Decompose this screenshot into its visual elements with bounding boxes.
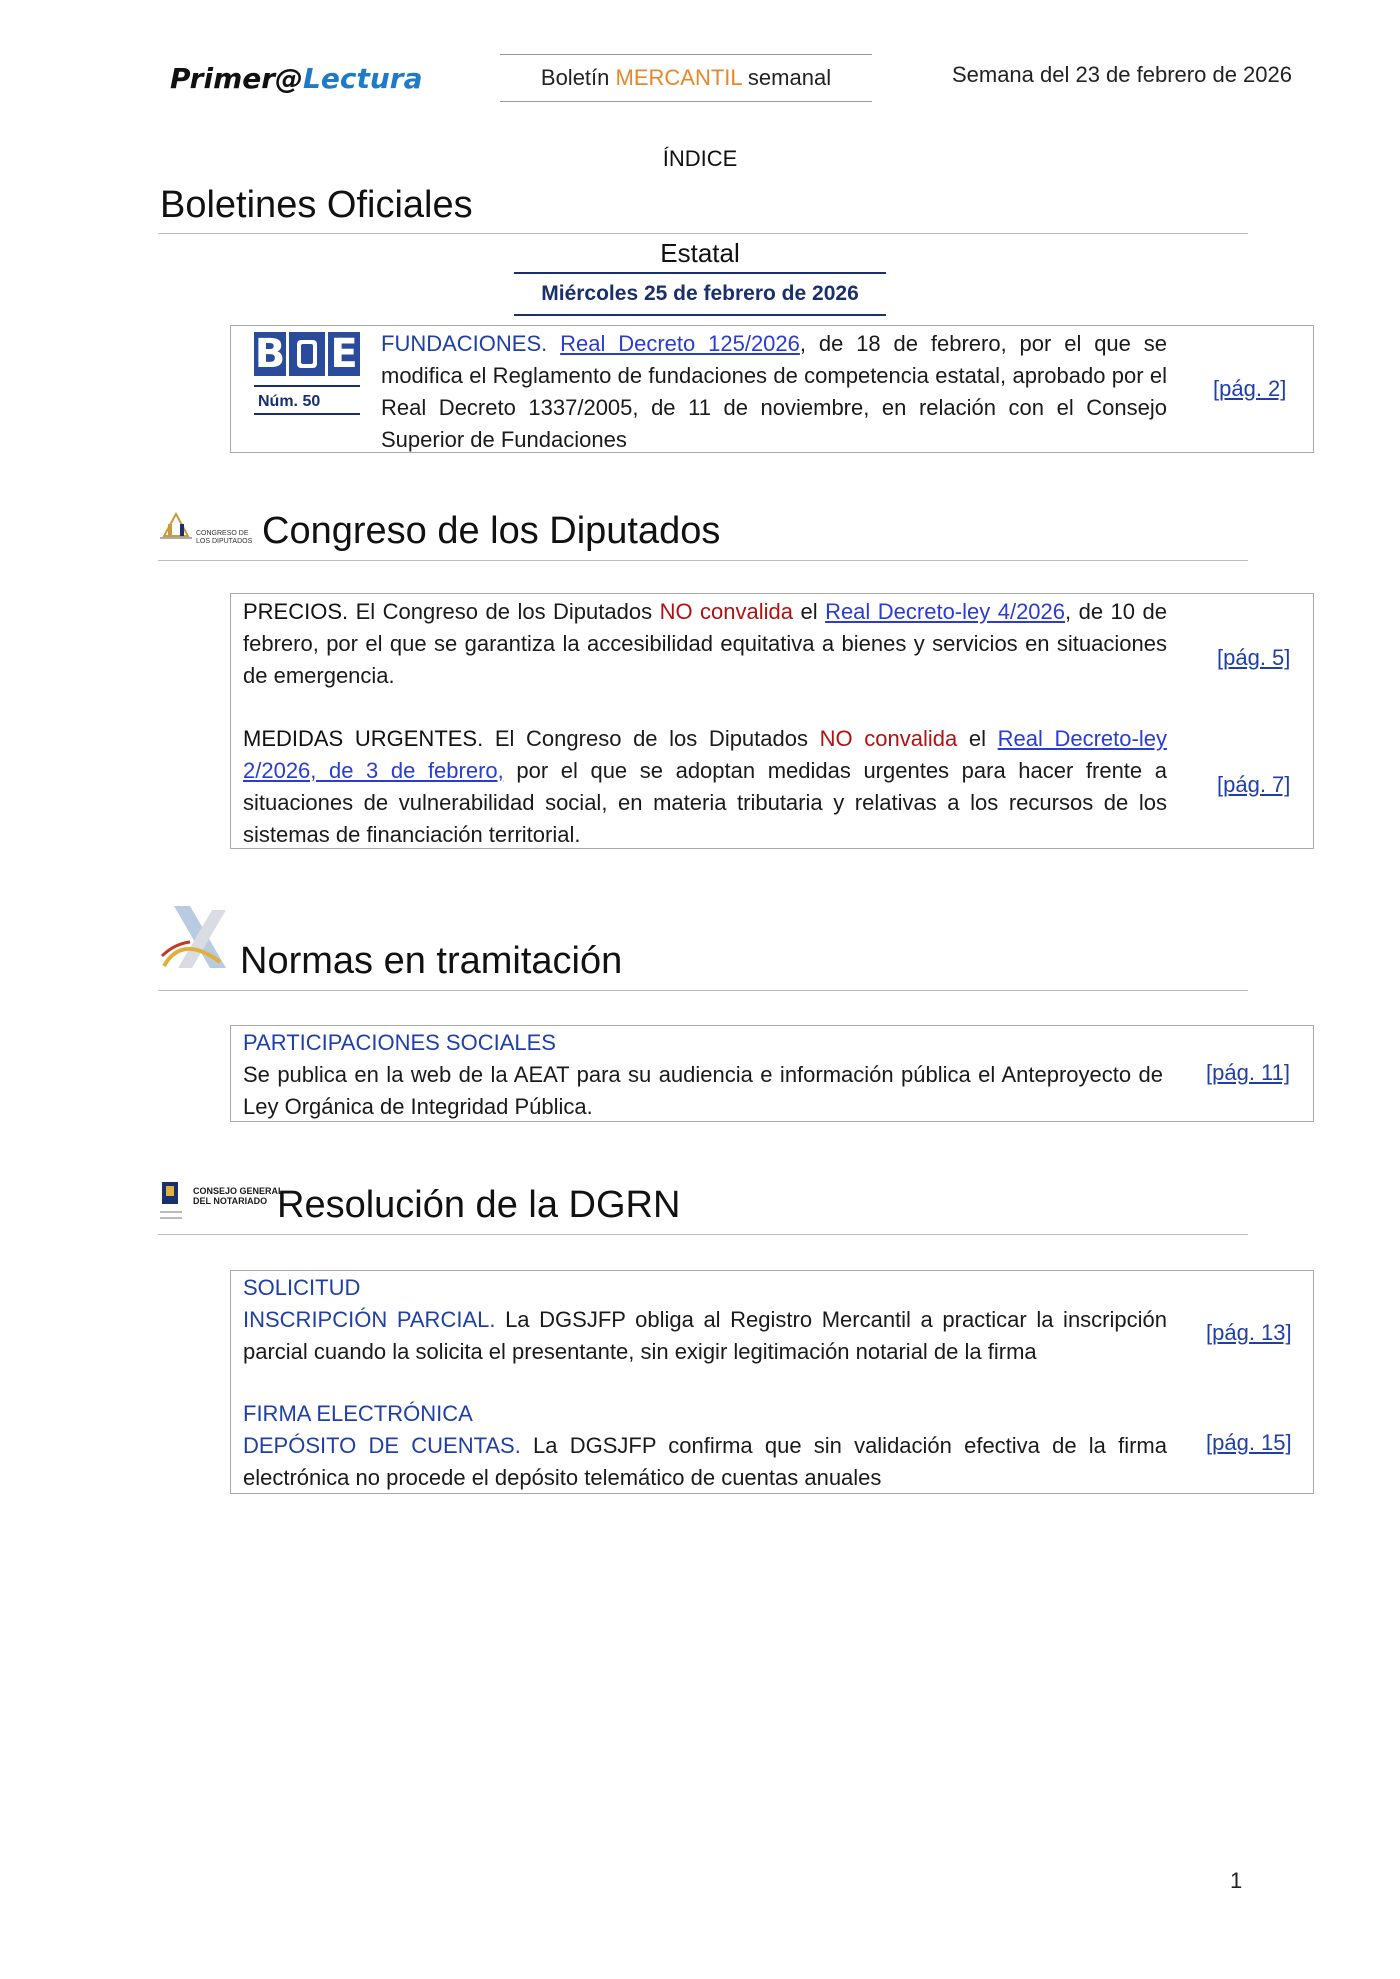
entry-keyword: FUNDACIONES.: [381, 331, 548, 356]
entry-status: NO convalida: [659, 599, 793, 624]
subsection-estatal: Estatal: [660, 238, 740, 268]
entry-body: La DGSJFP confirma que sin validación efectiva de la firma electrónica no procede el depósito telemático de cuentas anuales: [243, 1433, 1167, 1490]
entry-category: SOLICITUD: [243, 1275, 361, 1300]
entry-body: por el que se adoptan medidas urgentes para hacer frente a situaciones de vulnerabilidad social, en materia tributaria y relativas a los recursos de los sistemas de financiación territorial.: [243, 758, 1167, 847]
page-link[interactable]: [pág. 5]: [1217, 645, 1291, 670]
bulletin-highlight: MERCANTIL: [615, 65, 742, 90]
aeat-logo-icon: [160, 904, 240, 976]
boe-logo: [254, 332, 360, 376]
section-divider: [158, 560, 1248, 561]
bulletin-pre: Boletín: [540, 65, 616, 90]
entry-mid: el: [793, 599, 826, 624]
notariado-logo-line-2: DEL NOTARIADO: [193, 1196, 268, 1206]
page-link[interactable]: [pág. 11]: [1206, 1060, 1290, 1085]
entry-mid: el: [957, 726, 998, 751]
bulletin-title: [500, 54, 872, 102]
section-title-congreso: Congreso de los Diputados: [262, 510, 721, 552]
boe-issue-number: Núm. 50: [254, 385, 360, 415]
notariado-logo-line-1: CONSEJO GENERAL: [193, 1186, 284, 1196]
entry-pre: El Congreso de los Diputados: [348, 599, 660, 624]
section-divider: [158, 990, 1248, 991]
page-link[interactable]: [pág. 7]: [1217, 772, 1291, 797]
congreso-entry-2: [243, 723, 1167, 851]
entry-body: La DGSJFP obliga al Registro Mercantil a practicar la inscripción parcial cuando la solicita el presentante, sin exigir legitimación notarial de la firma: [243, 1307, 1167, 1364]
entry-body: Se publica en la web de la AEAT para su audiencia e información pública el Anteproyecto de Ley Orgánica de Integridad Pública.: [243, 1062, 1163, 1119]
congreso-logo-text: CONGRESO DE LOS DIPUTADOS: [196, 530, 253, 545]
dgrn-entry-2: [243, 1398, 1167, 1494]
entry-body: , de 10 de febrero, por el que se garantiza la accesibilidad equitativa a bienes y servicios en situaciones de emergencia.: [243, 599, 1167, 688]
brand-part-2: Lectura: [303, 62, 423, 95]
real-decreto-link[interactable]: Real Decreto 125/2026: [560, 331, 800, 356]
entry-category: FIRMA ELECTRÓNICA: [243, 1401, 473, 1426]
section-title-normas: Normas en tramitación: [240, 940, 623, 982]
page-link[interactable]: [pág. 13]: [1206, 1320, 1292, 1345]
boe-logo-b: B: [254, 331, 286, 377]
index-label: ÍNDICE: [662, 146, 738, 171]
entry-keyword: PRECIOS.: [243, 599, 349, 624]
page-link[interactable]: [pág. 15]: [1206, 1430, 1292, 1455]
entry-status: NO convalida: [819, 726, 958, 751]
publication-date: Miércoles 25 de febrero de 2026: [514, 272, 886, 316]
week-date: Semana del 23 de febrero de 2026: [951, 62, 1292, 87]
section-divider: [158, 233, 1248, 234]
brand-part-1: Primer@: [170, 62, 304, 95]
notariado-logo-text: [193, 1186, 284, 1206]
notariado-emblem-icon: [158, 1178, 188, 1222]
normas-entry: [243, 1027, 1163, 1123]
section-title-dgrn: Resolución de la DGRN: [277, 1184, 681, 1226]
decreto-ley-link[interactable]: Real Decreto-ley 4/2026: [825, 599, 1066, 624]
boe-entry-text: [381, 328, 1167, 456]
boe-logo-e: E: [328, 332, 360, 376]
entry-keyword: INSCRIPCIÓN PARCIAL.: [243, 1307, 496, 1332]
entry-category: PARTICIPACIONES SOCIALES: [243, 1030, 556, 1055]
brand-logo: [170, 62, 423, 95]
dgrn-entry-1: [243, 1272, 1167, 1368]
page-number: 1: [1230, 1868, 1243, 1893]
page-link[interactable]: [pág. 2]: [1213, 376, 1287, 401]
bulletin-post: semanal: [741, 65, 832, 90]
entry-body: , de 18 de febrero, por el que se modifica el Reglamento de fundaciones de competencia estatal, aprobado por el Real Decreto 1337/2005, de 11 de noviembre, en relación con el Consejo Superior de Fundaciones: [381, 331, 1167, 452]
entry-keyword: DEPÓSITO DE CUENTAS.: [243, 1433, 521, 1458]
section-title-boletines: Boletines Oficiales: [160, 184, 473, 226]
decreto-ley-link[interactable]: Real Decreto-ley 2/2026, de 3 de febrero,: [243, 726, 1167, 783]
section-divider: [158, 1234, 1248, 1235]
boe-crest-icon: [289, 332, 325, 376]
congreso-entry-1: [243, 596, 1167, 692]
entry-pre: El Congreso de los Diputados: [483, 726, 820, 751]
entry-keyword: MEDIDAS URGENTES.: [243, 726, 484, 751]
